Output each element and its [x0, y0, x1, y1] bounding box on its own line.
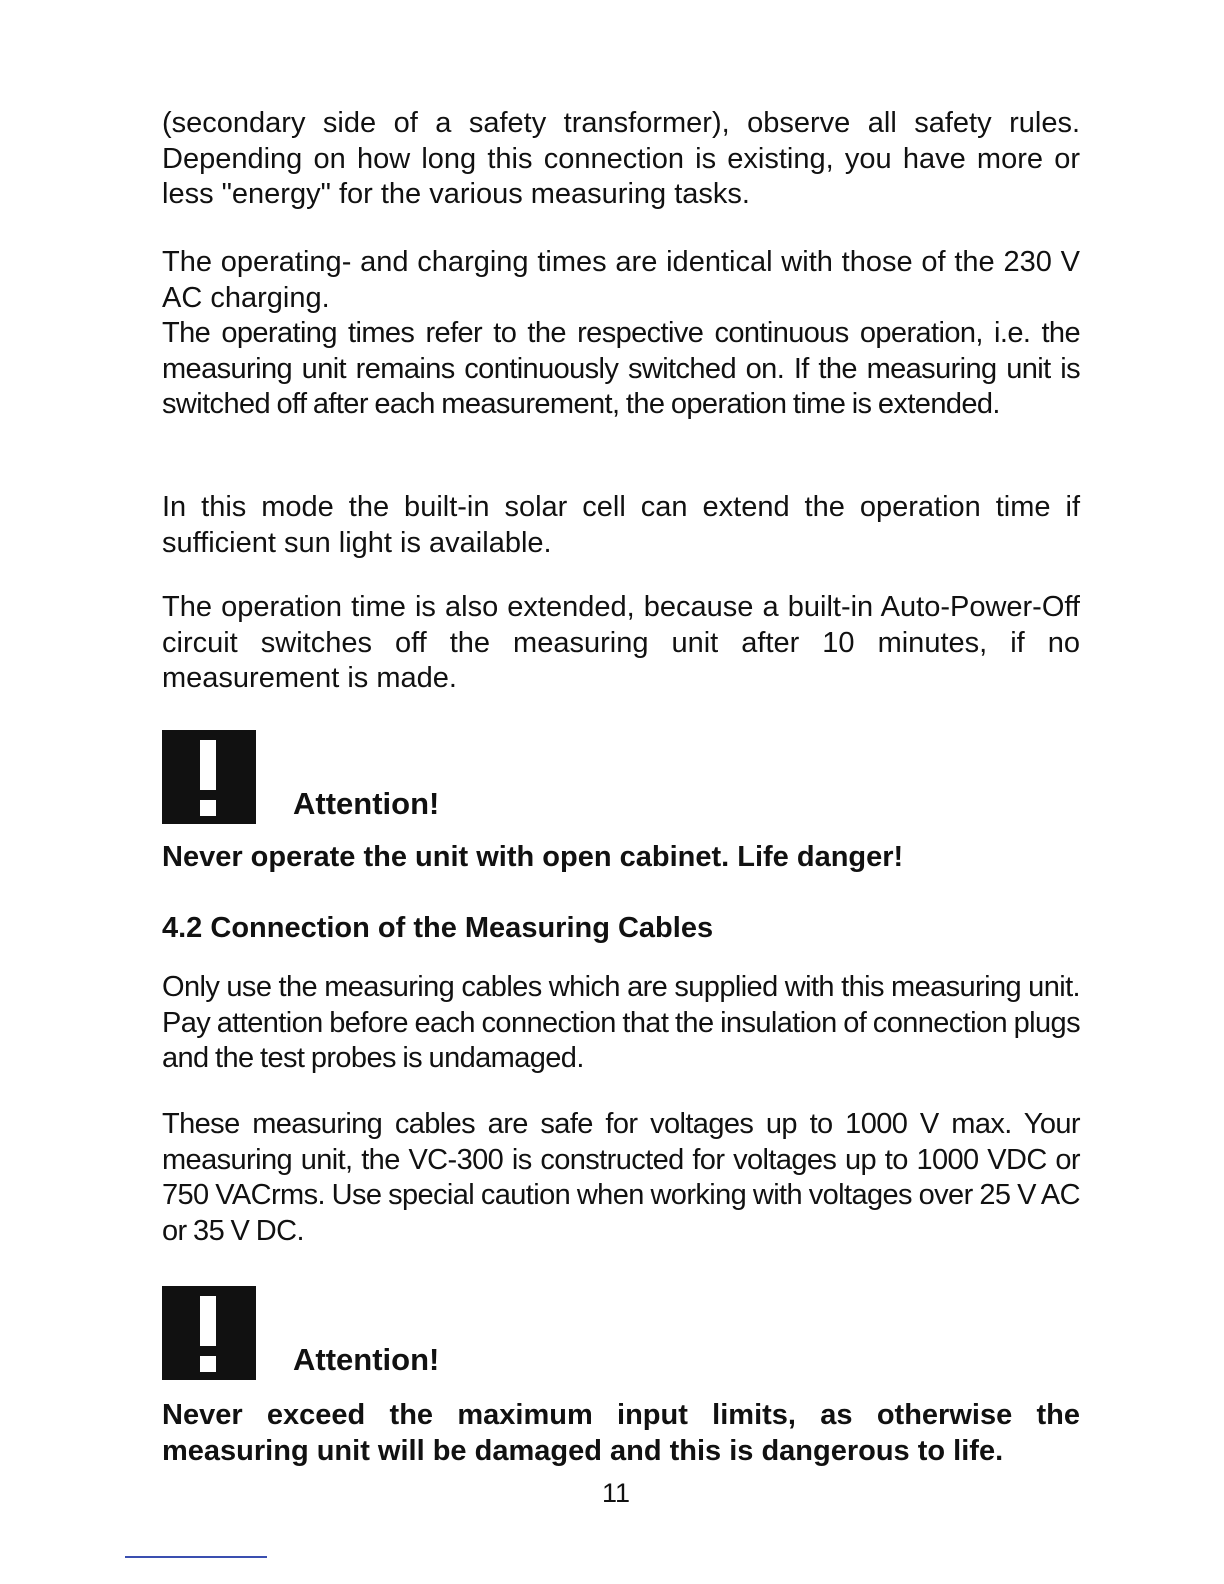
- paragraph-measuring-cables: Only use the measuring cables which are supplied with this measuring unit. Pay attention before each connection that the insulation of connection plugs and the test probes is undamaged.: [162, 971, 1080, 1074]
- paragraph-solar-cell: In this mode the built-in solar cell can extend the operation time if sufficient sun light is available.: [162, 491, 1080, 559]
- paragraph-voltage-limits: These measuring cables are safe for voltages up to 1000 V max. Your measuring unit, the VC-300 is constructed for voltages up to 1000 VDC or 750 VACrms. Use special caution when working with voltages over 25 V AC or 35 V DC.: [162, 1108, 1080, 1247]
- footer-rule: [125, 1556, 267, 1558]
- paragraph-auto-power-off: The operation time is also extended, because a built-in Auto-Power-Off circuit switches off the measuring unit after 10 minutes, if no measurement is made.: [162, 591, 1080, 694]
- warning-text-cabinet: Never operate the unit with open cabinet. Life danger!: [162, 841, 904, 873]
- exclamation-icon: [162, 730, 256, 824]
- paragraph-operating-times: The operating times refer to the respective continuous operation, i.e. the measuring unit remains continuously switched on. If the measuring unit is switched off after each measurement, the operation time is extended.: [162, 317, 1080, 420]
- manual-page: [162, 0, 1082, 1584]
- warning-text-input-limits: Never exceed the maximum input limits, as otherwise the measuring unit will be damaged and this is dangerous to life.: [162, 1399, 1080, 1467]
- page-number: 11: [602, 1478, 631, 1508]
- paragraph-charging-times: The operating- and charging times are identical with those of the 230 V AC charging.: [162, 246, 1080, 314]
- warning-title: Attention!: [293, 786, 440, 821]
- exclamation-icon: [162, 1286, 256, 1380]
- paragraph-safety-transformer: (secondary side of a safety transformer), observe all safety rules. Depending on how long this connection is existing, you have more or less "energy" for the various measuring tasks.: [162, 107, 1080, 210]
- warning-title: Attention!: [293, 1342, 440, 1377]
- section-heading: 4.2 Connection of the Measuring Cables: [162, 912, 714, 944]
